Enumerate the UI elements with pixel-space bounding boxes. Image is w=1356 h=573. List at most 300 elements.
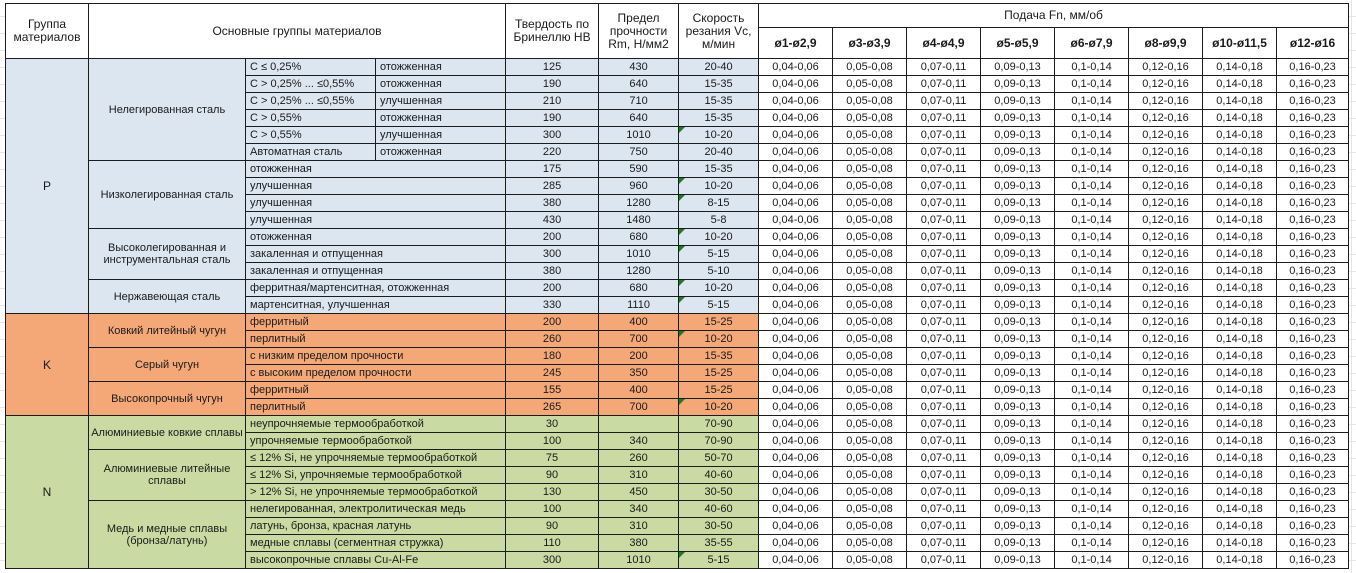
cutting-speed-cell: 50-70 — [679, 450, 759, 467]
feed-value-cell: 0,07-0,11 — [907, 161, 981, 178]
condition-cell: улучшенная — [376, 93, 506, 110]
strength-cell: 640 — [599, 110, 679, 127]
material-row — [6, 161, 1349, 178]
material-description-cell: закаленная и отпущенная — [246, 246, 506, 263]
cutting-speed-cell: 5-15 — [679, 297, 759, 314]
feed-value-cell: 0,12-0,16 — [1129, 93, 1203, 110]
feed-value-cell: 0,1-0,14 — [1055, 297, 1129, 314]
header-feed-diameter: ø6-ø7,9 — [1055, 28, 1129, 59]
feed-value-cell: 0,16-0,23 — [1277, 365, 1349, 382]
strength-cell: 400 — [599, 314, 679, 331]
feed-value-cell: 0,05-0,08 — [833, 93, 907, 110]
feed-value-cell: 0,07-0,11 — [907, 314, 981, 331]
header-feed-diameter: ø10-ø11,5 — [1203, 28, 1277, 59]
feed-value-cell: 0,16-0,23 — [1277, 263, 1349, 280]
material-row — [6, 382, 1349, 399]
material-row — [6, 416, 1349, 433]
feed-value-cell: 0,04-0,06 — [759, 144, 833, 161]
cutting-speed-cell: 15-25 — [679, 314, 759, 331]
feed-value-cell: 0,09-0,13 — [981, 450, 1055, 467]
feed-value-cell: 0,09-0,13 — [981, 229, 1055, 246]
material-description-cell: отожженная — [246, 161, 506, 178]
feed-value-cell: 0,05-0,08 — [833, 348, 907, 365]
feed-value-cell: 0,1-0,14 — [1055, 59, 1129, 76]
hardness-cell: 180 — [506, 348, 599, 365]
feed-value-cell: 0,05-0,08 — [833, 382, 907, 399]
strength-cell: 200 — [599, 348, 679, 365]
feed-value-cell: 0,1-0,14 — [1055, 246, 1129, 263]
feed-value-cell: 0,05-0,08 — [833, 484, 907, 501]
material-description-cell: латунь, бронза, красная латунь — [246, 518, 506, 535]
feed-value-cell: 0,14-0,18 — [1203, 246, 1277, 263]
feed-value-cell: 0,07-0,11 — [907, 246, 981, 263]
cutting-speed-cell: 15-25 — [679, 365, 759, 382]
material-description-cell: ферритная/мартенситная, отожженная — [246, 280, 506, 297]
feed-value-cell: 0,16-0,23 — [1277, 416, 1349, 433]
strength-cell: 1010 — [599, 552, 679, 569]
section-letter-K: K — [6, 314, 89, 416]
feed-value-cell: 0,14-0,18 — [1203, 467, 1277, 484]
feed-value-cell: 0,07-0,11 — [907, 195, 981, 212]
material-group-cell: Высоколегированная и инструментальная сталь — [89, 229, 246, 280]
material-description-cell: улучшенная — [246, 212, 506, 229]
feed-value-cell: 0,14-0,18 — [1203, 382, 1277, 399]
feed-value-cell: 0,09-0,13 — [981, 501, 1055, 518]
feed-value-cell: 0,16-0,23 — [1277, 484, 1349, 501]
feed-value-cell: 0,05-0,08 — [833, 433, 907, 450]
material-row — [6, 348, 1349, 365]
feed-value-cell: 0,1-0,14 — [1055, 416, 1129, 433]
material-row — [6, 59, 1349, 76]
feed-value-cell: 0,07-0,11 — [907, 144, 981, 161]
feed-value-cell: 0,04-0,06 — [759, 484, 833, 501]
feed-value-cell: 0,07-0,11 — [907, 552, 981, 569]
feed-value-cell: 0,12-0,16 — [1129, 416, 1203, 433]
feed-value-cell: 0,16-0,23 — [1277, 382, 1349, 399]
strength-cell: 340 — [599, 501, 679, 518]
feed-value-cell: 0,05-0,08 — [833, 467, 907, 484]
feed-value-cell: 0,04-0,06 — [759, 280, 833, 297]
material-description-cell: улучшенная — [246, 195, 506, 212]
feed-value-cell: 0,04-0,06 — [759, 314, 833, 331]
material-description-cell: мартенситная, улучшенная — [246, 297, 506, 314]
feed-value-cell: 0,05-0,08 — [833, 178, 907, 195]
feed-value-cell: 0,05-0,08 — [833, 535, 907, 552]
feed-value-cell: 0,12-0,16 — [1129, 501, 1203, 518]
feed-value-cell: 0,07-0,11 — [907, 76, 981, 93]
feed-value-cell: 0,09-0,13 — [981, 365, 1055, 382]
feed-value-cell: 0,04-0,06 — [759, 59, 833, 76]
strength-cell: 700 — [599, 399, 679, 416]
hardness-cell: 300 — [506, 552, 599, 569]
feed-value-cell: 0,04-0,06 — [759, 212, 833, 229]
feed-value-cell: 0,07-0,11 — [907, 263, 981, 280]
condition-cell: отожженная — [376, 144, 506, 161]
hardness-cell: 130 — [506, 484, 599, 501]
feed-value-cell: 0,1-0,14 — [1055, 501, 1129, 518]
carbon-content-cell: C > 0,55% — [246, 127, 376, 144]
cutting-speed-cell: 15-35 — [679, 161, 759, 178]
header-material-group: Группа материалов — [6, 4, 89, 59]
strength-cell: 450 — [599, 484, 679, 501]
feed-value-cell: 0,04-0,06 — [759, 552, 833, 569]
feed-value-cell: 0,14-0,18 — [1203, 416, 1277, 433]
feed-value-cell: 0,16-0,23 — [1277, 280, 1349, 297]
feed-value-cell: 0,04-0,06 — [759, 433, 833, 450]
feed-value-cell: 0,12-0,16 — [1129, 76, 1203, 93]
material-group-cell: Нелегированная сталь — [89, 59, 246, 161]
header-feed-diameter: ø5-ø5,9 — [981, 28, 1055, 59]
cutting-speed-cell: 5-10 — [679, 263, 759, 280]
carbon-content-cell: C > 0,25% ... ≤0,55% — [246, 93, 376, 110]
feed-value-cell: 0,09-0,13 — [981, 195, 1055, 212]
cutting-speed-cell: 5-15 — [679, 246, 759, 263]
header-tensile-strength: Предел прочности Rm, Н/мм2 — [599, 4, 679, 59]
strength-cell — [599, 416, 679, 433]
material-description-cell: > 12% Si, не упрочняемые термообработкой — [246, 484, 506, 501]
feed-value-cell: 0,05-0,08 — [833, 331, 907, 348]
cutting-speed-cell: 10-20 — [679, 127, 759, 144]
feed-value-cell: 0,14-0,18 — [1203, 501, 1277, 518]
feed-value-cell: 0,14-0,18 — [1203, 229, 1277, 246]
strength-cell: 260 — [599, 450, 679, 467]
feed-value-cell: 0,09-0,13 — [981, 467, 1055, 484]
feed-value-cell: 0,1-0,14 — [1055, 93, 1129, 110]
feed-value-cell: 0,16-0,23 — [1277, 314, 1349, 331]
feed-value-cell: 0,16-0,23 — [1277, 450, 1349, 467]
cutting-speed-cell: 70-90 — [679, 433, 759, 450]
strength-cell: 310 — [599, 467, 679, 484]
feed-value-cell: 0,09-0,13 — [981, 212, 1055, 229]
feed-value-cell: 0,09-0,13 — [981, 144, 1055, 161]
feed-value-cell: 0,07-0,11 — [907, 280, 981, 297]
feed-value-cell: 0,09-0,13 — [981, 93, 1055, 110]
feed-value-cell: 0,05-0,08 — [833, 314, 907, 331]
feed-value-cell: 0,16-0,23 — [1277, 348, 1349, 365]
material-description-cell: ≤ 12% Si, не упрочняемые термообработкой — [246, 450, 506, 467]
feed-value-cell: 0,1-0,14 — [1055, 110, 1129, 127]
hardness-cell: 260 — [506, 331, 599, 348]
feed-value-cell: 0,04-0,06 — [759, 127, 833, 144]
feed-value-cell: 0,16-0,23 — [1277, 127, 1349, 144]
strength-cell: 700 — [599, 331, 679, 348]
material-group-cell: Ковкий литейный чугун — [89, 314, 246, 348]
cutting-speed-cell: 10-20 — [679, 399, 759, 416]
header-brinell-hardness: Твердость по Бринеллю НВ — [506, 4, 599, 59]
feed-value-cell: 0,14-0,18 — [1203, 365, 1277, 382]
feed-value-cell: 0,04-0,06 — [759, 399, 833, 416]
feed-value-cell: 0,14-0,18 — [1203, 76, 1277, 93]
material-group-cell: Алюминиевые ковкие сплавы — [89, 416, 246, 450]
feed-value-cell: 0,09-0,13 — [981, 535, 1055, 552]
feed-value-cell: 0,14-0,18 — [1203, 314, 1277, 331]
feed-value-cell: 0,1-0,14 — [1055, 399, 1129, 416]
feed-value-cell: 0,04-0,06 — [759, 93, 833, 110]
cutting-speed-cell: 20-40 — [679, 144, 759, 161]
cutting-speed-cell: 5-8 — [679, 212, 759, 229]
feed-value-cell: 0,1-0,14 — [1055, 178, 1129, 195]
feed-value-cell: 0,09-0,13 — [981, 161, 1055, 178]
material-description-cell: с низким пределом прочности — [246, 348, 506, 365]
feed-value-cell: 0,04-0,06 — [759, 450, 833, 467]
feed-value-cell: 0,1-0,14 — [1055, 348, 1129, 365]
hardness-cell: 300 — [506, 127, 599, 144]
material-row — [6, 501, 1349, 518]
feed-value-cell: 0,12-0,16 — [1129, 314, 1203, 331]
feed-value-cell: 0,12-0,16 — [1129, 433, 1203, 450]
condition-cell: отожженная — [376, 110, 506, 127]
feed-value-cell: 0,14-0,18 — [1203, 144, 1277, 161]
cutting-speed-cell: 8-15 — [679, 195, 759, 212]
material-description-cell: неупрочняемые термообработкой — [246, 416, 506, 433]
strength-cell: 960 — [599, 178, 679, 195]
header-feed-diameter: ø3-ø3,9 — [833, 28, 907, 59]
strength-cell: 310 — [599, 518, 679, 535]
feed-value-cell: 0,16-0,23 — [1277, 246, 1349, 263]
feed-value-cell: 0,05-0,08 — [833, 416, 907, 433]
strength-cell: 340 — [599, 433, 679, 450]
hardness-cell: 90 — [506, 518, 599, 535]
feed-value-cell: 0,07-0,11 — [907, 212, 981, 229]
feed-value-cell: 0,04-0,06 — [759, 416, 833, 433]
feed-value-cell: 0,04-0,06 — [759, 382, 833, 399]
feed-value-cell: 0,12-0,16 — [1129, 331, 1203, 348]
hardness-cell: 220 — [506, 144, 599, 161]
feed-value-cell: 0,14-0,18 — [1203, 195, 1277, 212]
material-group-cell: Низколегированная сталь — [89, 161, 246, 229]
hardness-cell: 90 — [506, 467, 599, 484]
feed-value-cell: 0,04-0,06 — [759, 76, 833, 93]
feed-value-cell: 0,14-0,18 — [1203, 331, 1277, 348]
feed-value-cell: 0,04-0,06 — [759, 263, 833, 280]
feed-value-cell: 0,05-0,08 — [833, 127, 907, 144]
cutting-speed-cell: 10-20 — [679, 178, 759, 195]
feed-value-cell: 0,04-0,06 — [759, 178, 833, 195]
feed-value-cell: 0,14-0,18 — [1203, 161, 1277, 178]
feed-value-cell: 0,05-0,08 — [833, 399, 907, 416]
material-description-cell: отожженная — [246, 229, 506, 246]
feed-value-cell: 0,07-0,11 — [907, 467, 981, 484]
feed-value-cell: 0,1-0,14 — [1055, 484, 1129, 501]
hardness-cell: 100 — [506, 433, 599, 450]
feed-value-cell: 0,12-0,16 — [1129, 297, 1203, 314]
feed-value-cell: 0,14-0,18 — [1203, 59, 1277, 76]
feed-value-cell: 0,09-0,13 — [981, 552, 1055, 569]
feed-value-cell: 0,07-0,11 — [907, 484, 981, 501]
strength-cell: 1110 — [599, 297, 679, 314]
feed-value-cell: 0,1-0,14 — [1055, 314, 1129, 331]
feed-value-cell: 0,1-0,14 — [1055, 450, 1129, 467]
feed-value-cell: 0,05-0,08 — [833, 280, 907, 297]
carbon-content-cell: Автоматная сталь — [246, 144, 376, 161]
feed-value-cell: 0,05-0,08 — [833, 552, 907, 569]
feed-value-cell: 0,04-0,06 — [759, 110, 833, 127]
header-cutting-speed: Скорость резания Vc, м/мин — [679, 4, 759, 59]
section-letter-N: N — [6, 416, 89, 569]
cutting-speed-cell: 20-40 — [679, 59, 759, 76]
feed-value-cell: 0,07-0,11 — [907, 331, 981, 348]
feed-value-cell: 0,12-0,16 — [1129, 110, 1203, 127]
feed-value-cell: 0,07-0,11 — [907, 178, 981, 195]
feed-value-cell: 0,05-0,08 — [833, 144, 907, 161]
material-description-cell: высокопрочные сплавы Cu-Al-Fe — [246, 552, 506, 569]
machining-data-table — [5, 3, 1349, 569]
feed-value-cell: 0,04-0,06 — [759, 365, 833, 382]
feed-value-cell: 0,1-0,14 — [1055, 365, 1129, 382]
feed-value-cell: 0,14-0,18 — [1203, 110, 1277, 127]
strength-cell: 1480 — [599, 212, 679, 229]
feed-value-cell: 0,12-0,16 — [1129, 178, 1203, 195]
feed-value-cell: 0,16-0,23 — [1277, 229, 1349, 246]
hardness-cell: 200 — [506, 314, 599, 331]
header-feed-diameter: ø8-ø9,9 — [1129, 28, 1203, 59]
feed-value-cell: 0,09-0,13 — [981, 399, 1055, 416]
feed-value-cell: 0,1-0,14 — [1055, 212, 1129, 229]
feed-value-cell: 0,12-0,16 — [1129, 263, 1203, 280]
material-group-cell: Высокопрочный чугун — [89, 382, 246, 416]
feed-value-cell: 0,09-0,13 — [981, 280, 1055, 297]
feed-value-cell: 0,05-0,08 — [833, 263, 907, 280]
hardness-cell: 175 — [506, 161, 599, 178]
cutting-speed-cell: 40-60 — [679, 467, 759, 484]
feed-value-cell: 0,09-0,13 — [981, 433, 1055, 450]
feed-value-cell: 0,04-0,06 — [759, 246, 833, 263]
material-description-cell: улучшенная — [246, 178, 506, 195]
feed-value-cell: 0,1-0,14 — [1055, 331, 1129, 348]
feed-value-cell: 0,16-0,23 — [1277, 161, 1349, 178]
strength-cell: 710 — [599, 93, 679, 110]
feed-value-cell: 0,12-0,16 — [1129, 467, 1203, 484]
strength-cell: 350 — [599, 365, 679, 382]
feed-value-cell: 0,1-0,14 — [1055, 535, 1129, 552]
feed-value-cell: 0,05-0,08 — [833, 246, 907, 263]
feed-value-cell: 0,16-0,23 — [1277, 178, 1349, 195]
feed-value-cell: 0,12-0,16 — [1129, 399, 1203, 416]
feed-value-cell: 0,12-0,16 — [1129, 195, 1203, 212]
feed-value-cell: 0,09-0,13 — [981, 518, 1055, 535]
feed-value-cell: 0,04-0,06 — [759, 297, 833, 314]
feed-value-cell: 0,05-0,08 — [833, 450, 907, 467]
feed-value-cell: 0,12-0,16 — [1129, 59, 1203, 76]
feed-value-cell: 0,14-0,18 — [1203, 178, 1277, 195]
header-feed-diameter: ø12-ø16 — [1277, 28, 1349, 59]
strength-cell: 680 — [599, 280, 679, 297]
material-description-cell: закаленная и отпущенная — [246, 263, 506, 280]
feed-value-cell: 0,05-0,08 — [833, 59, 907, 76]
feed-value-cell: 0,16-0,23 — [1277, 467, 1349, 484]
feed-value-cell: 0,12-0,16 — [1129, 127, 1203, 144]
hardness-cell: 200 — [506, 280, 599, 297]
feed-value-cell: 0,16-0,23 — [1277, 399, 1349, 416]
feed-value-cell: 0,05-0,08 — [833, 76, 907, 93]
cutting-speed-cell: 15-35 — [679, 93, 759, 110]
feed-value-cell: 0,14-0,18 — [1203, 484, 1277, 501]
strength-cell: 380 — [599, 535, 679, 552]
feed-value-cell: 0,07-0,11 — [907, 518, 981, 535]
feed-value-cell: 0,1-0,14 — [1055, 263, 1129, 280]
cutting-speed-cell: 35-55 — [679, 535, 759, 552]
hardness-cell: 300 — [506, 246, 599, 263]
feed-value-cell: 0,05-0,08 — [833, 212, 907, 229]
cutting-speed-cell: 40-60 — [679, 501, 759, 518]
material-description-cell: перлитный — [246, 331, 506, 348]
cutting-speed-cell: 5-15 — [679, 552, 759, 569]
feed-value-cell: 0,09-0,13 — [981, 331, 1055, 348]
header-main-groups: Основные группы материалов — [89, 4, 506, 59]
hardness-cell: 100 — [506, 501, 599, 518]
feed-value-cell: 0,1-0,14 — [1055, 280, 1129, 297]
feed-value-cell: 0,14-0,18 — [1203, 280, 1277, 297]
material-description-cell: ферритный — [246, 314, 506, 331]
material-description-cell: ферритный — [246, 382, 506, 399]
feed-value-cell: 0,07-0,11 — [907, 110, 981, 127]
feed-value-cell: 0,07-0,11 — [907, 501, 981, 518]
hardness-cell: 155 — [506, 382, 599, 399]
feed-value-cell: 0,07-0,11 — [907, 365, 981, 382]
feed-value-cell: 0,16-0,23 — [1277, 297, 1349, 314]
feed-value-cell: 0,07-0,11 — [907, 535, 981, 552]
feed-value-cell: 0,16-0,23 — [1277, 535, 1349, 552]
feed-value-cell: 0,09-0,13 — [981, 110, 1055, 127]
feed-value-cell: 0,09-0,13 — [981, 263, 1055, 280]
feed-value-cell: 0,09-0,13 — [981, 76, 1055, 93]
cutting-speed-cell: 15-25 — [679, 382, 759, 399]
feed-value-cell: 0,12-0,16 — [1129, 348, 1203, 365]
material-description-cell: перлитный — [246, 399, 506, 416]
feed-value-cell: 0,12-0,16 — [1129, 365, 1203, 382]
cutting-speed-cell: 15-35 — [679, 110, 759, 127]
feed-value-cell: 0,05-0,08 — [833, 110, 907, 127]
feed-value-cell: 0,16-0,23 — [1277, 433, 1349, 450]
feed-value-cell: 0,14-0,18 — [1203, 535, 1277, 552]
feed-value-cell: 0,09-0,13 — [981, 382, 1055, 399]
feed-value-cell: 0,04-0,06 — [759, 195, 833, 212]
feed-value-cell: 0,1-0,14 — [1055, 229, 1129, 246]
feed-value-cell: 0,1-0,14 — [1055, 127, 1129, 144]
feed-value-cell: 0,04-0,06 — [759, 229, 833, 246]
material-row — [6, 280, 1349, 297]
feed-value-cell: 0,1-0,14 — [1055, 195, 1129, 212]
feed-value-cell: 0,1-0,14 — [1055, 382, 1129, 399]
feed-value-cell: 0,14-0,18 — [1203, 93, 1277, 110]
cutting-speed-cell: 15-35 — [679, 348, 759, 365]
feed-value-cell: 0,16-0,23 — [1277, 59, 1349, 76]
feed-value-cell: 0,07-0,11 — [907, 399, 981, 416]
feed-value-cell: 0,12-0,16 — [1129, 161, 1203, 178]
feed-value-cell: 0,09-0,13 — [981, 484, 1055, 501]
material-description-cell: упрочняемые термообработкой — [246, 433, 506, 450]
condition-cell: отожженная — [376, 76, 506, 93]
feed-value-cell: 0,04-0,06 — [759, 535, 833, 552]
feed-value-cell: 0,16-0,23 — [1277, 93, 1349, 110]
cutting-speed-cell: 30-50 — [679, 518, 759, 535]
hardness-cell: 200 — [506, 229, 599, 246]
feed-value-cell: 0,12-0,16 — [1129, 518, 1203, 535]
feed-value-cell: 0,1-0,14 — [1055, 144, 1129, 161]
hardness-cell: 285 — [506, 178, 599, 195]
feed-value-cell: 0,07-0,11 — [907, 416, 981, 433]
header-feed-diameter: ø4-ø4,9 — [907, 28, 981, 59]
material-group-cell: Серый чугун — [89, 348, 246, 382]
hardness-cell: 190 — [506, 76, 599, 93]
feed-value-cell: 0,05-0,08 — [833, 229, 907, 246]
carbon-content-cell: C ≤ 0,25% — [246, 59, 376, 76]
feed-value-cell: 0,12-0,16 — [1129, 246, 1203, 263]
feed-value-cell: 0,07-0,11 — [907, 348, 981, 365]
material-group-cell: Нержавеющая сталь — [89, 280, 246, 314]
feed-value-cell: 0,09-0,13 — [981, 297, 1055, 314]
feed-value-cell: 0,12-0,16 — [1129, 212, 1203, 229]
